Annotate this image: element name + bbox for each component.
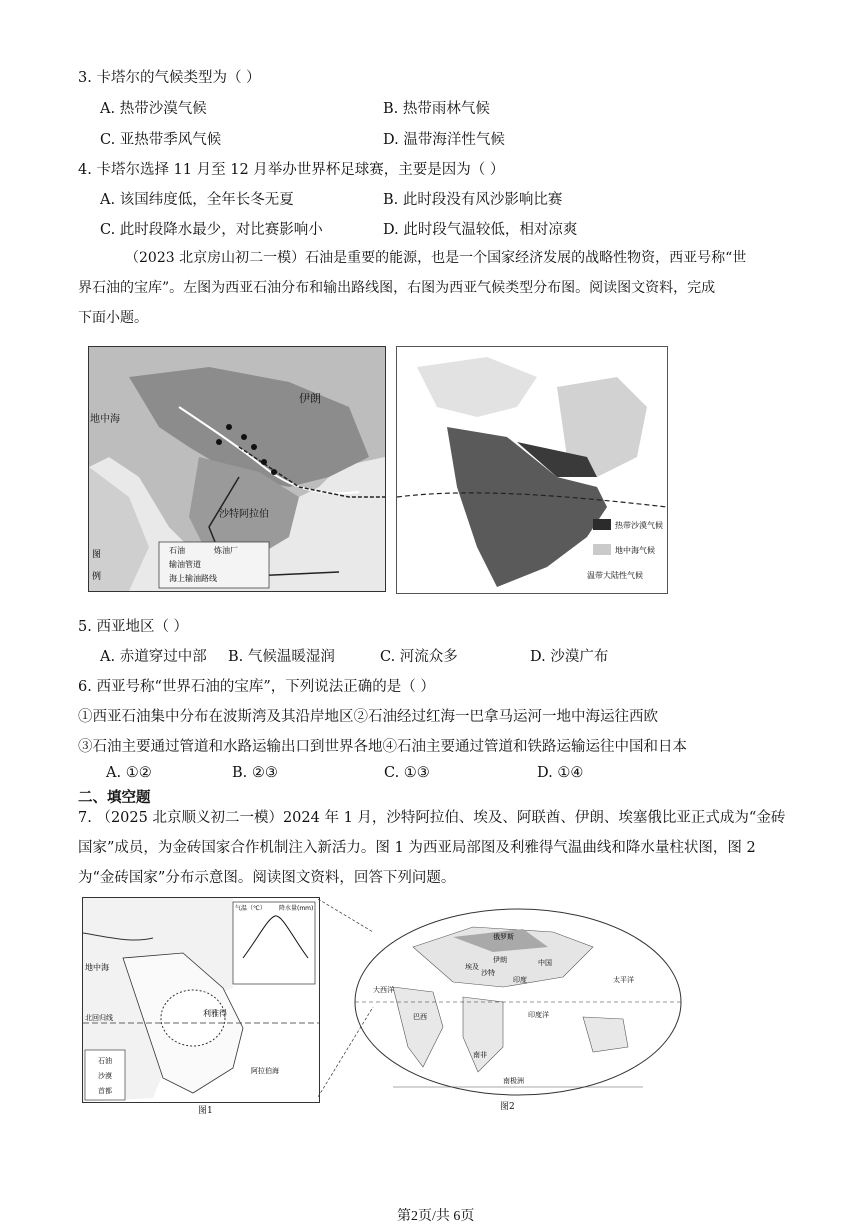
q6-stem: 6. 西亚号称“世界石油的宝库”，下列说法正确的是（ ） <box>78 679 435 695</box>
fig2-label-egypt: 埃及 <box>465 963 479 971</box>
map-left-legend-li: 例 <box>92 572 102 582</box>
q3-option-b: B. 热带雨林气候 <box>383 101 490 117</box>
q3-option-c: C. 亚热带季风气候 <box>100 132 222 148</box>
figure-connector-lines <box>318 897 378 1107</box>
map-left-legend-oil: 石油 <box>169 546 185 555</box>
fig1-chart-temp-label: 气温（℃） <box>235 905 266 912</box>
q6-statement-line2: ③石油主要通过管道和水路运输出口到世界各地④石油主要通过管道和铁路运输运往中国和日本 <box>78 739 687 755</box>
fig1-label-riyadh: 利雅得 <box>203 1009 227 1018</box>
q6-option-a: A. ①② <box>106 765 152 781</box>
q5-option-c: C. 河流众多 <box>380 649 458 665</box>
q6-option-d: D. ①④ <box>537 765 584 781</box>
figure-2-brics-world-map <box>353 907 683 1097</box>
map-left-legend-searoute: 海上输油路线 <box>169 574 217 583</box>
page-footer: 第2页/共 6页 <box>397 1209 475 1224</box>
fig1-label-tropic: 北回归线 <box>85 1014 113 1022</box>
map-left-label-sea: 地中海 <box>90 414 120 425</box>
fig1-legend-desert: 沙漠 <box>98 1072 112 1080</box>
map-left-legend-tu: 图 <box>92 550 102 560</box>
map-left-label-saudi: 沙特阿拉伯 <box>219 509 269 520</box>
fig2-label-pacific: 太平洋 <box>613 976 634 984</box>
intro1-line3: 下面小题。 <box>78 310 148 326</box>
figure-2-caption: 图2 <box>500 1102 515 1112</box>
map-right-legend-mediterranean: 地中海气候 <box>615 546 655 555</box>
q6-option-b: B. ②③ <box>232 765 278 781</box>
fig2-label-russia: 俄罗斯 <box>493 933 514 941</box>
section-title-fill-in: 二、填空题 <box>78 790 151 806</box>
fig1-label-arabian-sea: 阿拉伯海 <box>251 1067 279 1075</box>
map-right-legend-continental: 温带大陆性气候 <box>587 571 643 580</box>
fig1-legend-capital: 首都 <box>98 1087 112 1095</box>
q3-stem: 3. 卡塔尔的气候类型为（ ） <box>78 70 261 86</box>
q5-option-b: B. 气候温暖湿润 <box>228 649 335 665</box>
fig1-label-sea: 地中海 <box>85 963 109 972</box>
intro1-line1: （2023 北京房山初二一模）石油是重要的能源，也是一个国家经济发展的战略性物资，西亚号称“世 <box>125 250 747 266</box>
q4-option-c: C. 此时段降水最少，对比赛影响小 <box>100 222 323 238</box>
q6-option-c: C. ①③ <box>384 765 430 781</box>
q7-line2: 国家”成员，为金砖国家合作机制注入新活力。图 1 为西亚局部图及利雅得气温曲线和降水量柱状图，图 2 <box>78 840 756 856</box>
q4-stem: 4. 卡塔尔选择 11 月至 12 月举办世界杯足球赛，主要是因为（ ） <box>78 162 505 178</box>
fig2-label-india: 印度 <box>513 976 527 984</box>
q7-line1: 7. （2025 北京顺义初二一模）2024 年 1 月，沙特阿拉伯、埃及、阿联酋、伊朗、埃塞俄比亚正式成为“金砖 <box>78 810 786 826</box>
fig2-label-antarctica: 南极洲 <box>503 1077 524 1085</box>
q4-option-d: D. 此时段气温较低，相对凉爽 <box>383 222 578 238</box>
fig2-label-saudi: 沙特 <box>481 969 495 977</box>
fig1-chart-precip-label: 降水量(mm) <box>279 905 314 912</box>
q4-option-b: B. 此时段没有风沙影响比赛 <box>383 192 563 208</box>
fig2-label-south-africa: 南非 <box>473 1051 487 1059</box>
q5-option-d: D. 沙漠广布 <box>530 649 609 665</box>
q5-option-a: A. 赤道穿过中部 <box>100 649 207 665</box>
q7-line3: 为“金砖国家”分布示意图。阅读图文资料，回答下列问题。 <box>78 870 456 886</box>
q3-option-a: A. 热带沙漠气候 <box>100 101 207 117</box>
figure-1-west-asia-map <box>82 897 320 1103</box>
fig2-label-china: 中国 <box>538 959 552 967</box>
intro1-line2: 界石油的宝库”。左图为西亚石油分布和输出路线图，右图为西亚气候类型分布图。阅读图文资料，完成 <box>78 280 716 296</box>
map-left-label-iran: 伊朗 <box>299 392 321 405</box>
q4-option-a: A. 该国纬度低，全年长冬无夏 <box>100 192 294 208</box>
fig2-label-iran: 伊朗 <box>493 956 507 964</box>
q5-stem: 5. 西亚地区（ ） <box>78 619 189 635</box>
fig2-label-indian-ocean: 印度洋 <box>528 1011 549 1019</box>
q6-statement-line1: ①西亚石油集中分布在波斯湾及其沿岸地区②石油经过红海一巴拿马运河一地中海运往西欧 <box>78 709 658 725</box>
map-left-legend-refinery: 炼油厂 <box>214 546 238 555</box>
fig2-label-atlantic: 大西洋 <box>373 986 394 994</box>
fig2-label-brazil: 巴西 <box>413 1013 427 1021</box>
west-asia-oil-map <box>88 346 386 592</box>
west-asia-climate-map <box>396 346 668 594</box>
q3-option-d: D. 温带海洋性气候 <box>383 132 505 148</box>
map-right-legend-desert: 热带沙漠气候 <box>615 521 663 530</box>
figure-1-caption: 图1 <box>198 1106 213 1116</box>
map-left-legend-pipeline: 输油管道 <box>169 560 201 569</box>
fig1-legend-oil: 石油 <box>98 1057 112 1065</box>
